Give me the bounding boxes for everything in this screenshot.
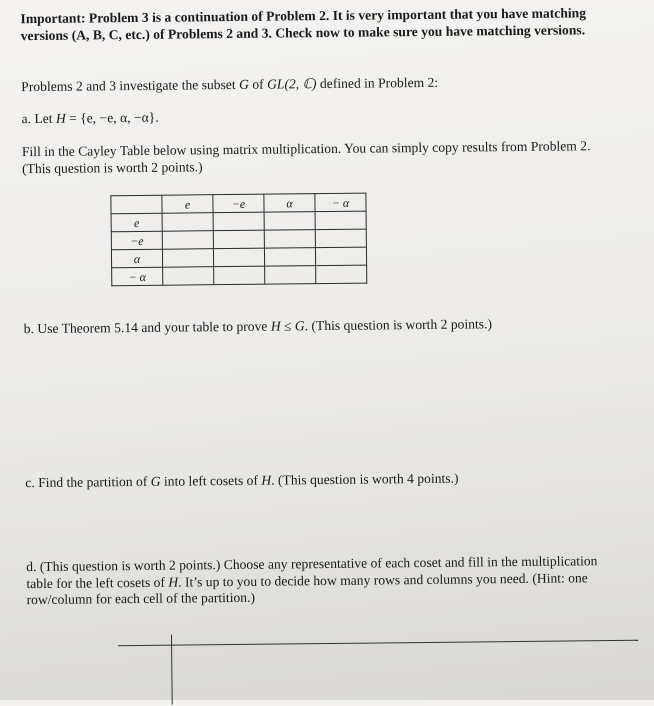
part-a: [21, 110, 158, 128]
cayley-cell[interactable]: [265, 266, 316, 285]
cayley-cell[interactable]: [264, 212, 315, 231]
cayley-col-header: e: [162, 195, 213, 214]
intro-after: defined in Problem 2:: [316, 74, 439, 92]
coset-table-header-line: [118, 640, 638, 646]
cayley-row-header: −e: [111, 231, 162, 250]
part-d: [26, 553, 626, 609]
cayley-cell[interactable]: [162, 231, 213, 250]
cayley-cell[interactable]: [264, 248, 315, 267]
cayley-cell[interactable]: [163, 267, 214, 286]
part-c-set-g: G: [150, 473, 161, 489]
part-b-relation: H ≤ G: [270, 318, 305, 334]
part-c-set-h: H: [261, 472, 272, 488]
cayley-cell[interactable]: [213, 230, 264, 249]
cayley-cell[interactable]: [162, 249, 213, 268]
part-c-middle: into left cosets of: [160, 472, 262, 489]
cayley-cell[interactable]: [316, 265, 367, 284]
intro-of: of: [248, 76, 268, 92]
intro-set-g: G: [238, 76, 249, 92]
intro-text: [21, 75, 438, 96]
part-b: [24, 316, 492, 337]
cayley-row: [112, 265, 367, 286]
cayley-cell[interactable]: [315, 229, 366, 248]
part-c: [25, 471, 458, 492]
cayley-cell[interactable]: [213, 212, 264, 231]
cayley-row-header: α: [111, 249, 162, 268]
cayley-cell[interactable]: [213, 248, 264, 267]
part-b-before: b. Use Theorem 5.14 and your table to prove: [23, 318, 271, 337]
intro-group: GL(2, ℂ): [266, 76, 317, 92]
part-a-set-h: H: [55, 110, 66, 126]
cayley-cell[interactable]: [264, 230, 315, 249]
part-c-before: c. Find the partition of: [25, 473, 151, 491]
cayley-cell[interactable]: [315, 247, 366, 266]
part-d-after: . It’s up to you to decide how many rows and columns you need. (Hint: one row/column for each cell of the partition.): [26, 569, 588, 608]
part-a-label: a. Let: [21, 110, 56, 127]
part-d-before: d. (This question is worth 2 points.) Choose any representative of each coset and fill in the multiplication table for the left cosets of: [26, 553, 598, 591]
part-a-set: = {e, −e, α, −α}.: [65, 109, 159, 126]
cayley-cell[interactable]: [214, 266, 265, 285]
cayley-col-header: −e: [213, 194, 264, 213]
intro-before: Problems 2 and 3 investigate the subset: [21, 76, 240, 95]
cayley-row-header: − α: [112, 267, 163, 286]
important-note: Important: Problem 3 is a continuation of Problem 2. It is very important that you have matching versions (A, B, C, etc.) of Problems 2 and 3. Check now to make sure you have matching versions.: [20, 5, 587, 43]
cayley-corner: [111, 195, 162, 214]
part-b-after: . (This question is worth 2 points.): [304, 316, 493, 334]
cayley-col-header: − α: [315, 193, 366, 212]
cayley-table: [110, 193, 367, 287]
fill-instructions: Fill in the Cayley Table below using matrix multiplication. You can simply copy results from Problem 2. (This question is worth 2 points.): [21, 138, 591, 176]
cayley-cell[interactable]: [315, 211, 366, 230]
part-d-set-h: H: [168, 574, 179, 590]
cayley-cell[interactable]: [162, 213, 213, 232]
cayley-row-header: e: [111, 213, 162, 232]
cayley-col-header: α: [264, 194, 315, 213]
part-c-after: . (This question is worth 4 points.): [271, 470, 459, 488]
